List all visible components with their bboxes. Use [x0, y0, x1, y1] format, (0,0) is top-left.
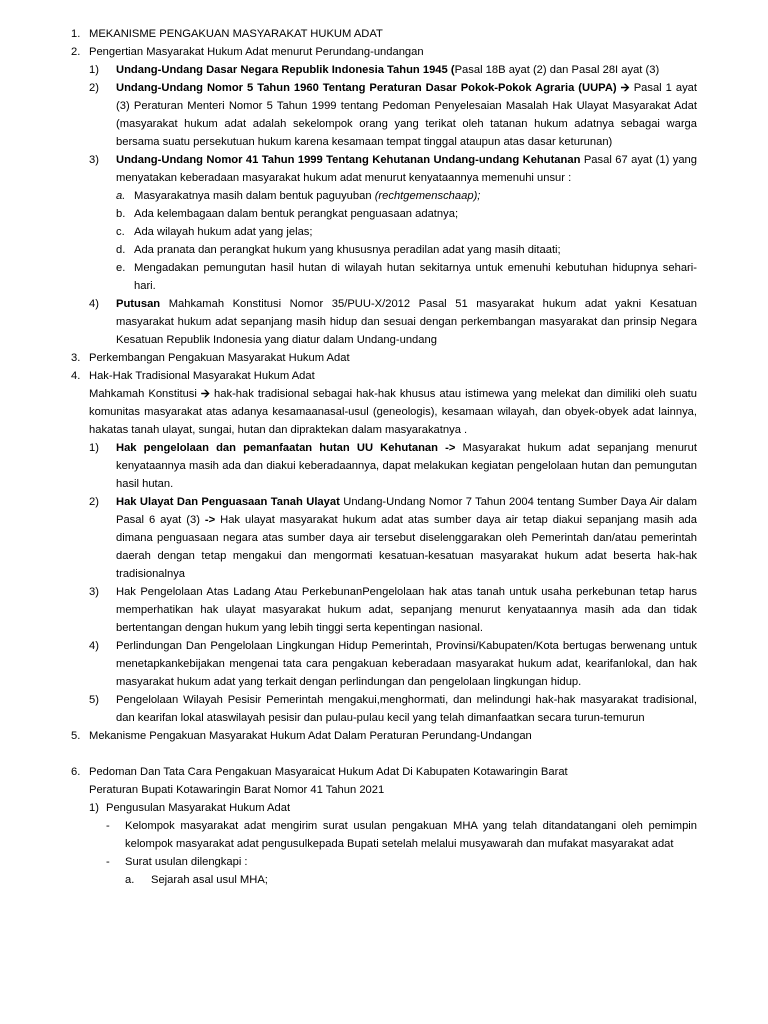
- law-title: Undang-Undang Dasar Negara Republik Indonesia Tahun 1945 (: [116, 64, 455, 76]
- paragraph: [89, 385, 697, 439]
- dash-bullet: -: [106, 856, 110, 868]
- list-text: Mengadakan pemungutan hasil hutan di wilayah hutan sekitarnya untuk emenuhi kebutuhan hidupnya sehari-hari.: [134, 262, 697, 292]
- list-item: [0, 727, 768, 745]
- paragraph-body: hak-hak tradisional sebagai hak-hak khusus atau istimewa yang melekat dan dimiliki oleh suatu komunitas masyarakat atas adanya kesamaanasal-usul (geneologis), kesamaan wilayah, dan obyek-obyek adat lainnya, hakatas tanah ulayat, sungai, hutan dan dipraktekan dalam masyarakatnya .: [89, 388, 698, 436]
- law-detail: Pasal 67 ayat (1) yang menyatakan keberadaan masyarakat hukum adat menurut kenyataannya memenuhi unsur :: [116, 154, 697, 184]
- list-item: [0, 79, 768, 151]
- list-number: 2): [89, 496, 99, 508]
- list-number: 5.: [71, 730, 81, 742]
- list-letter: a.: [125, 874, 135, 886]
- list-text: Perkembangan Pengakuan Masyarakat Hukum Adat: [89, 352, 350, 364]
- paragraph-lead: Mahkamah Konstitusi: [89, 388, 197, 400]
- list-item: [0, 583, 768, 637]
- list-text: Ada pranata dan perangkat hukum yang khususnya peradilan adat yang masih ditaati;: [134, 244, 561, 256]
- list-number: 1): [89, 802, 99, 814]
- list-number: 1): [89, 64, 99, 76]
- law-detail: Pasal 18B ayat (2) dan Pasal 28I ayat (3): [454, 64, 660, 76]
- list-letter: b.: [116, 208, 126, 220]
- list-number: 2.: [71, 46, 81, 58]
- list-item: [0, 241, 768, 259]
- list-item: [0, 799, 768, 817]
- law-detail: Pasal 1 ayat (3) Peraturan Menteri Nomor 5 Tahun 1999 tentang Pedoman Penyelesaian Masalah Hak Ulayat Masyarakat Adat (masyarakat hukum adat adalah sekelompok orang yang terikat oleh tatanan hukum adatnya sebagai warga bersama suatu persekutuan hukum karena kesamaan tempat tinggal ataupun atas dasar keturunan): [116, 82, 697, 148]
- regulation-subtitle: Peraturan Bupati Kotawaringin Barat Nomor 41 Tahun 2021: [89, 784, 385, 796]
- list-item: [0, 637, 768, 691]
- list-text: Pengelolaan Wilayah Pesisir Pemerintah mengakui,menghormati, dan melindungi hak-hak masyarakat tradisional, dan kearifan lokal ataswilayah pesisir dan pulau-pulau kecil yang telah dimanfaatkan secara turun-temurun: [116, 694, 697, 724]
- right-detail: Hak ulayat masyarakat hukum adat atas sumber daya air tetap diakui sepanjang masih ada dimana penguasaan negara atas sumber daya air tersebut diselenggarakan oleh Pemerintah dan/atau pemerintah daerah dengan tetap mengakui dan mengormati kesatuan-kesatuan masyarakat hukum adat beserta hak-hak tradisionalnya: [116, 514, 697, 580]
- list-item: [0, 853, 768, 871]
- list-text: Kelompok masyarakat adat mengirim surat usulan pengakuan MHA yang telah ditandatangani oleh pemimpin kelompok masyarakat adat pengusulkepada Bupati setelah melalui musyawarah dan mufakat masyarakat adat: [125, 820, 697, 850]
- list-item: [0, 691, 768, 727]
- list-item: [0, 43, 768, 61]
- list-letter: d.: [116, 244, 126, 256]
- list-number: 4.: [71, 370, 81, 382]
- list-number: 3): [89, 586, 99, 598]
- law-title: Undang-Undang Nomor 5 Tahun 1960 Tentang Peraturan Dasar Pokok-Pokok Agraria (UUPA): [116, 82, 617, 94]
- document-page: [0, 25, 768, 889]
- list-item: [0, 493, 768, 583]
- dash-bullet: -: [106, 820, 110, 832]
- list-item: [0, 25, 768, 43]
- list-item: [0, 367, 768, 385]
- list-number: 6.: [71, 766, 81, 778]
- list-text: Hak Pengelolaan Atas Ladang Atau PerkebunanPengelolaan hak atas tanah untuk usaha perkebunan tetap harus memperhatikan hak ulayat masyarakat hukum adat, sepanjang menurut kenyataannya masih ada dan tidak bertentangan dengan hukum yang lebih tinggi serta kepentingan nasional.: [116, 586, 697, 634]
- list-text: Sejarah asal usul MHA;: [151, 874, 268, 886]
- list-item: [0, 223, 768, 241]
- list-text: Perlindungan Dan Pengelolaan Lingkungan Hidup Pemerintah, Provinsi/Kabupaten/Kota bertugas berwenang untuk menetapkankebijakan mengenai tata cara pengakuan keberadaan masyarakat hukum adat, kearifanlokal, dan hak masyarakat hukum adat yang terkait dengan perlindungan dan pengelolaan lingkungan hidup.: [116, 640, 697, 688]
- list-text: Ada kelembagaan dalam bentuk perangkat penguasaan adatnya;: [134, 208, 459, 220]
- list-text: Mekanisme Pengakuan Masyarakat Hukum Adat Dalam Peraturan Perundang-Undangan: [89, 730, 532, 742]
- list-text: Ada wilayah hukum adat yang jelas;: [134, 226, 313, 238]
- list-text: Pengertian Masyarakat Hukum Adat menurut Perundang-undangan: [89, 46, 424, 58]
- list-item: [0, 871, 768, 889]
- list-number: 5): [89, 694, 99, 706]
- list-item: [0, 349, 768, 367]
- list-number: 1): [89, 442, 99, 454]
- list-text: [116, 151, 697, 187]
- criterion-text: Masyarakatnya masih dalam bentuk paguyuban: [134, 190, 372, 202]
- right-reference: Undang-Undang Nomor 7 Tahun 2004 tentang Sumber Daya Air dalam Pasal 6 ayat (3): [116, 496, 697, 526]
- list-item: [0, 205, 768, 223]
- list-number: 4): [89, 298, 99, 310]
- list-text: [116, 79, 697, 151]
- list-letter: a.: [116, 190, 126, 202]
- law-title: Putusan: [116, 298, 161, 310]
- right-detail: Masyarakat hukum adat sepanjang menurut kenyataannya masih ada dan diakui keberadaannya, dapat melakukan kegiatan pengelolaan hutan dan pemungutan hasil hutan.: [116, 442, 697, 490]
- list-text: Pedoman Dan Tata Cara Pengakuan Masyaraicat Hukum Adat Di Kabupaten Kotawaringin Barat: [89, 766, 568, 778]
- list-number: 4): [89, 640, 99, 652]
- arrow-right-icon: ->: [204, 514, 216, 526]
- list-item: [0, 61, 768, 79]
- list-text: [116, 295, 697, 349]
- blank-line: [0, 745, 768, 763]
- law-title: Undang-Undang Nomor 41 Tahun 1999 Tentang Kehutanan Undang-undang Kehutanan: [116, 154, 581, 166]
- list-number: 3): [89, 154, 99, 166]
- list-number: 2): [89, 82, 99, 94]
- list-text: [134, 187, 697, 205]
- list-number: 1.: [71, 28, 81, 40]
- list-item: [0, 295, 768, 349]
- list-text: Pengusulan Masyarakat Hukum Adat: [106, 802, 291, 814]
- list-item: [0, 151, 768, 187]
- list-text: [116, 439, 697, 493]
- list-letter: c.: [116, 226, 125, 238]
- list-item: [0, 817, 768, 853]
- list-item: [0, 763, 768, 781]
- list-text: Hak-Hak Tradisional Masyarakat Hukum Adat: [89, 370, 315, 382]
- list-item: [0, 439, 768, 493]
- arrow-right-icon: 🡪: [200, 388, 210, 400]
- law-detail: Mahkamah Konstitusi Nomor 35/PUU-X/2012 Pasal 51 masyarakat hukum adat yakni Kesatuan masyarakat hukum adat sepanjang masih hidup dan sesuai dengan perkembangan masyarakat dan prinsip Negara Kesatuan Republik Indonesia yang diatur dalam Undang-undang: [116, 298, 697, 346]
- right-title: Hak Ulayat Dan Penguasaan Tanah Ulayat: [116, 496, 340, 508]
- list-item: [0, 259, 768, 295]
- list-item: [0, 187, 768, 205]
- list-text: [116, 493, 697, 583]
- arrow-right-icon: 🡪: [620, 82, 630, 94]
- list-text: [116, 61, 697, 79]
- italic-term: (rechtgemenschaap);: [374, 190, 481, 202]
- right-title: Hak pengelolaan dan pemanfaatan hutan UU Kehutanan ->: [116, 442, 456, 454]
- list-text: Surat usulan dilengkapi :: [125, 856, 248, 868]
- list-text: MEKANISME PENGAKUAN MASYARAKAT HUKUM ADAT: [89, 28, 383, 40]
- list-number: 3.: [71, 352, 81, 364]
- list-letter: e.: [116, 262, 126, 274]
